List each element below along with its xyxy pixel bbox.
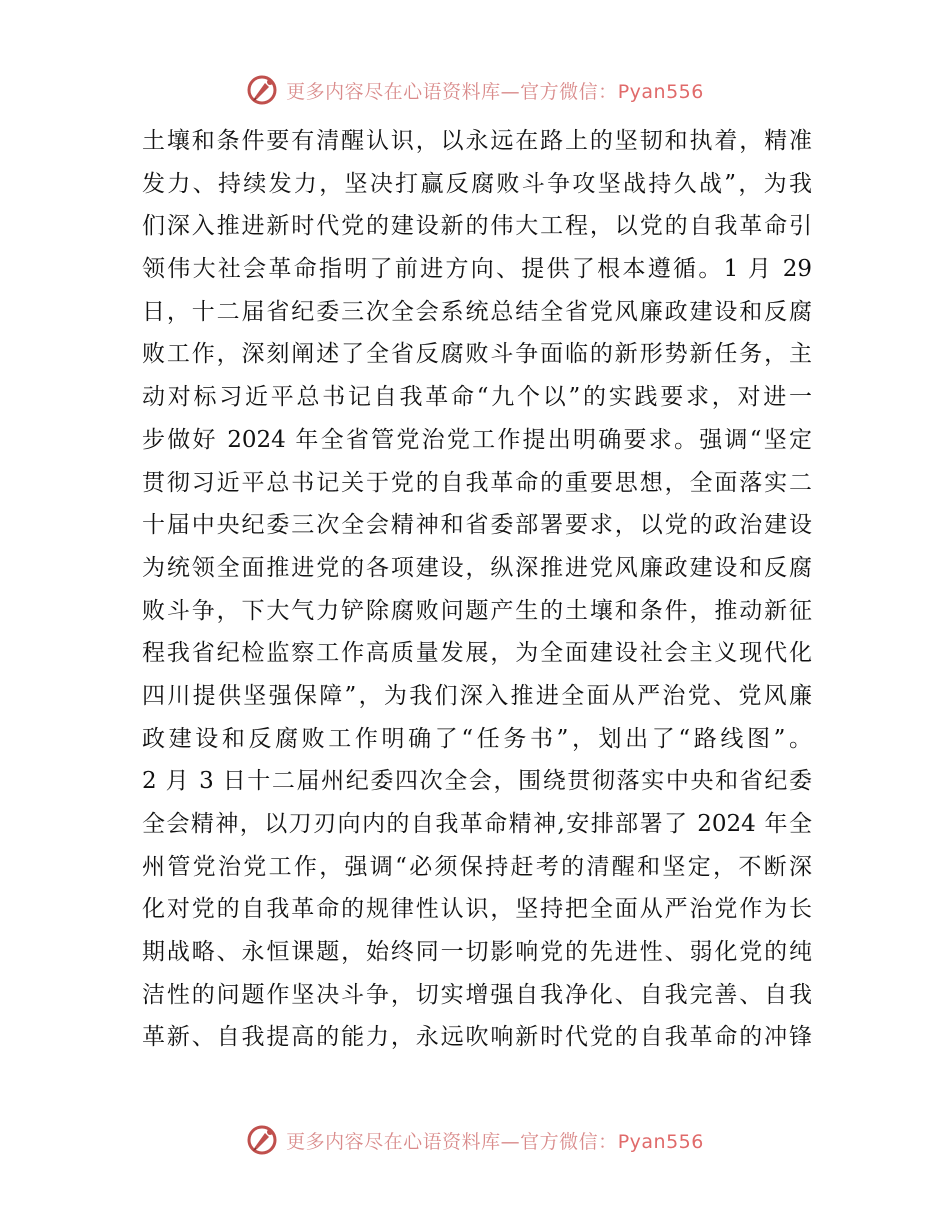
text-line: 领伟大社会革命指明了前进方向、提供了根本遵循。1 月 29 (142, 256, 812, 283)
text-line: 败斗争，下大气力铲除腐败问题产生的土壤和条件，推动新征 (142, 597, 812, 624)
banner-wechat-id: Pyan556 (617, 80, 704, 103)
header-banner (0, 70, 950, 110)
text-line: 期战略、永恒课题，始终同一切影响党的先进性、弱化党的纯 (142, 939, 812, 966)
banner-main-text: 更多内容尽在心语资料库 (286, 80, 501, 103)
pen-nib-logo-icon (246, 74, 278, 106)
text-line: 革新、自我提高的能力，永远吹响新时代党的自我革命的冲锋 (142, 1024, 812, 1051)
text-line: 十届中央纪委三次全会精神和省委部署要求，以党的政治建设 (142, 512, 812, 539)
banner-wechat-label: 官方微信： (520, 1130, 618, 1153)
text-line: 动对标习近平总书记自我革命“九个以”的实践要求，对进一 (142, 384, 812, 411)
text-line: 州管党治党工作，强调“必须保持赶考的清醒和坚定，不断深 (142, 853, 812, 880)
banner-wechat-id: Pyan556 (617, 1130, 704, 1153)
text-line: 土壤和条件要有清醒认识，以永远在路上的坚韧和执着，精准 (142, 128, 812, 154)
footer-banner (0, 1120, 950, 1160)
text-line: 日，十二届省纪委三次全会系统总结全省党风廉政建设和反腐 (142, 298, 812, 325)
text-line: 政建设和反腐败工作明确了“任务书”，划出了“路线图”。 (142, 725, 812, 752)
text-line: 发力、持续发力，坚决打赢反腐败斗争攻坚战持久战”，为我 (142, 170, 812, 197)
text-line: 2 月 3 日十二届州纪委四次全会，围绕贯彻落实中央和省纪委 (142, 768, 812, 795)
text-line: 程我省纪检监察工作高质量发展，为全面建设社会主义现代化 (142, 640, 812, 667)
text-line: 败工作，深刻阐述了全省反腐败斗争面临的新形势新任务，主 (142, 341, 812, 368)
banner-wechat-label: 官方微信： (520, 80, 618, 103)
text-line: 贯彻习近平总书记关于党的自我革命的重要思想，全面落实二 (142, 469, 812, 496)
banner-text (286, 77, 704, 104)
banner-dash: — (500, 1130, 521, 1153)
pen-nib-logo-icon (246, 1124, 278, 1156)
banner-main-text: 更多内容尽在心语资料库 (286, 1130, 501, 1153)
text-line: 洁性的问题作坚决斗争，切实增强自我净化、自我完善、自我 (142, 981, 812, 1008)
banner-dash: — (500, 80, 521, 103)
text-line: 们深入推进新时代党的建设新的伟大工程，以党的自我革命引 (142, 213, 812, 240)
text-line: 步做好 2024 年全省管党治党工作提出明确要求。强调“坚定 (142, 426, 812, 453)
document-body (142, 120, 812, 1059)
text-line: 四川提供坚强保障”，为我们深入推进全面从严治党、党风廉 (142, 682, 812, 709)
text-line: 化对党的自我革命的规律性认识，坚持把全面从严治党作为长 (142, 896, 812, 923)
text-line: 全会精神，以刀刃向内的自我革命精神,安排部署了 2024 年全 (142, 811, 812, 837)
text-line: 为统领全面推进党的各项建设，纵深推进党风廉政建设和反腐 (142, 554, 812, 581)
banner-text (286, 1127, 704, 1154)
